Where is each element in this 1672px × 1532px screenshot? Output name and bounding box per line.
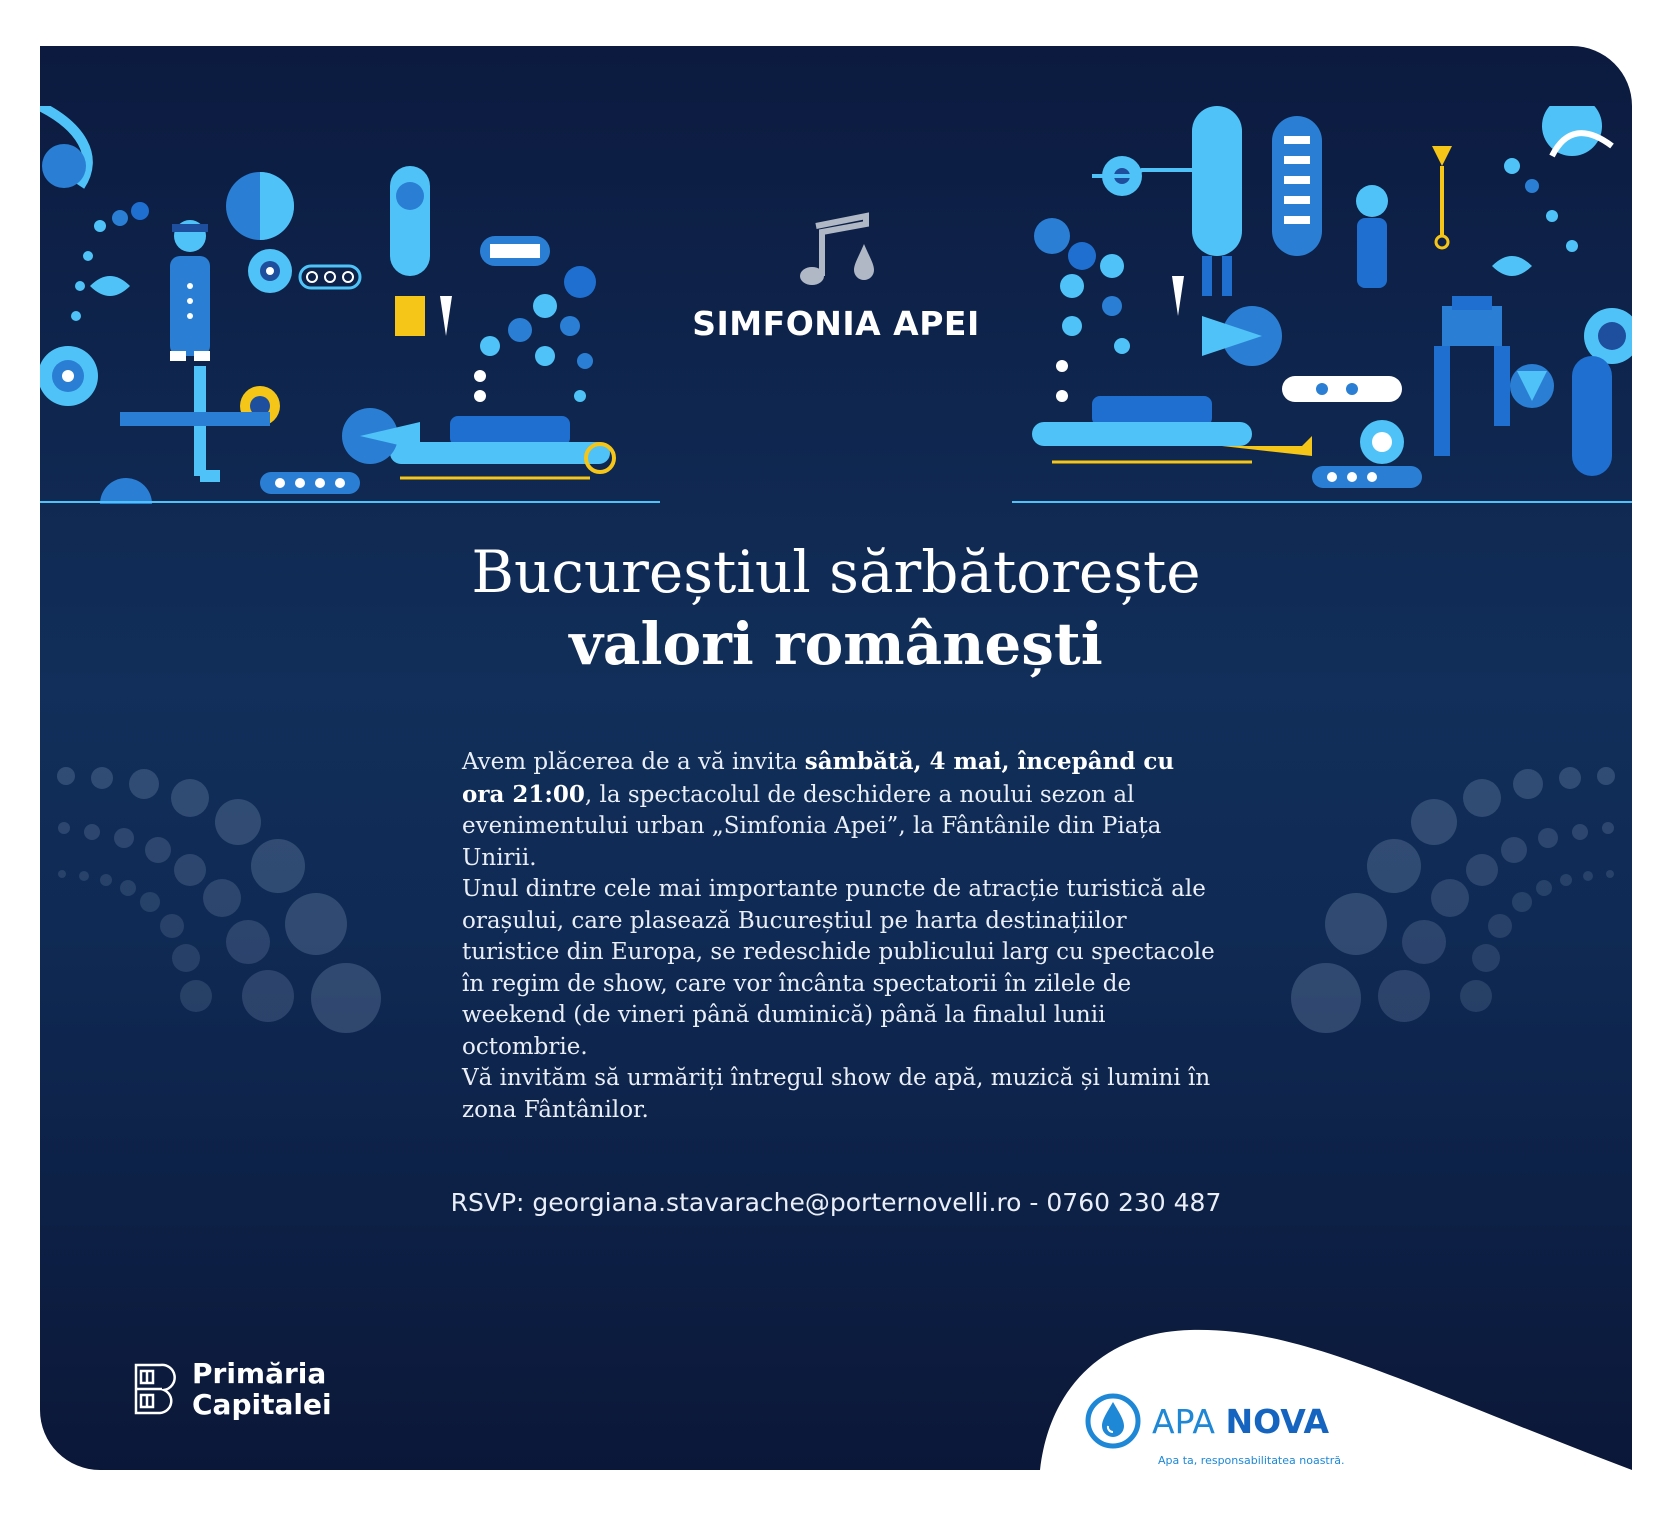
brand-name: SIMFONIA APEI bbox=[692, 304, 980, 343]
headline-line-1: Bucureștiul sărbătorește bbox=[471, 538, 1201, 606]
invitation-paragraph-2: Unul dintre cele mai importante puncte de atracție turistică ale orașului, care plasează Bucureștiul pe harta destinațiilor turistice din Europa, se redeschide publicului larg cu spectacole în regim de show, care vor încânta spectatorii în zilele de weekend (de vineri până duminică) până la finalul lunii octombrie. bbox=[462, 876, 1215, 1060]
apa-nova-tagline: Apa ta, responsabilitatea noastră. bbox=[1158, 1454, 1345, 1467]
invitation-card bbox=[40, 46, 1632, 1470]
nova-word: NOVA bbox=[1225, 1401, 1330, 1441]
primaria-line-1: Primăria bbox=[192, 1357, 327, 1390]
water-drop-icon bbox=[1084, 1392, 1142, 1450]
p1-date-time: sâmbătă, 4 mai, începând cu ora 21:00 bbox=[462, 748, 1175, 808]
invitation-paragraph-1 bbox=[462, 746, 1222, 874]
headline-line-2: valori românești bbox=[569, 610, 1103, 678]
rsvp-line[interactable]: RSVP: georgiana.stavarache@porternovelli.ro - 0760 230 487 bbox=[450, 1188, 1222, 1217]
decorative-dots-left bbox=[40, 746, 440, 1050]
invitation-paragraph-3: Vă invităm să urmăriți întregul show de apă, muzică și lumini în zona Fântânilor. bbox=[462, 1065, 1211, 1123]
p1-text-start: Avem plăcerea de a vă invita bbox=[462, 749, 805, 775]
decorative-dots-right bbox=[1232, 746, 1632, 1050]
primaria-line-2: Capitalei bbox=[192, 1388, 332, 1421]
apa-nova-logo bbox=[1084, 1392, 1329, 1450]
headline bbox=[40, 536, 1632, 680]
apa-word: APA bbox=[1152, 1401, 1215, 1441]
primaria-b-logo-icon bbox=[132, 1361, 180, 1417]
music-note-water-drop-icon bbox=[786, 206, 886, 290]
primaria-capitalei-logo bbox=[132, 1358, 332, 1420]
p1-text-end: , la spectacolul de deschidere a noului sezon al evenimentului urban „Simfonia Apei”, la Fântânile din Piața Unirii. bbox=[462, 781, 1162, 871]
invitation-body bbox=[462, 746, 1222, 1126]
simfonia-apei-logo bbox=[40, 206, 1632, 343]
